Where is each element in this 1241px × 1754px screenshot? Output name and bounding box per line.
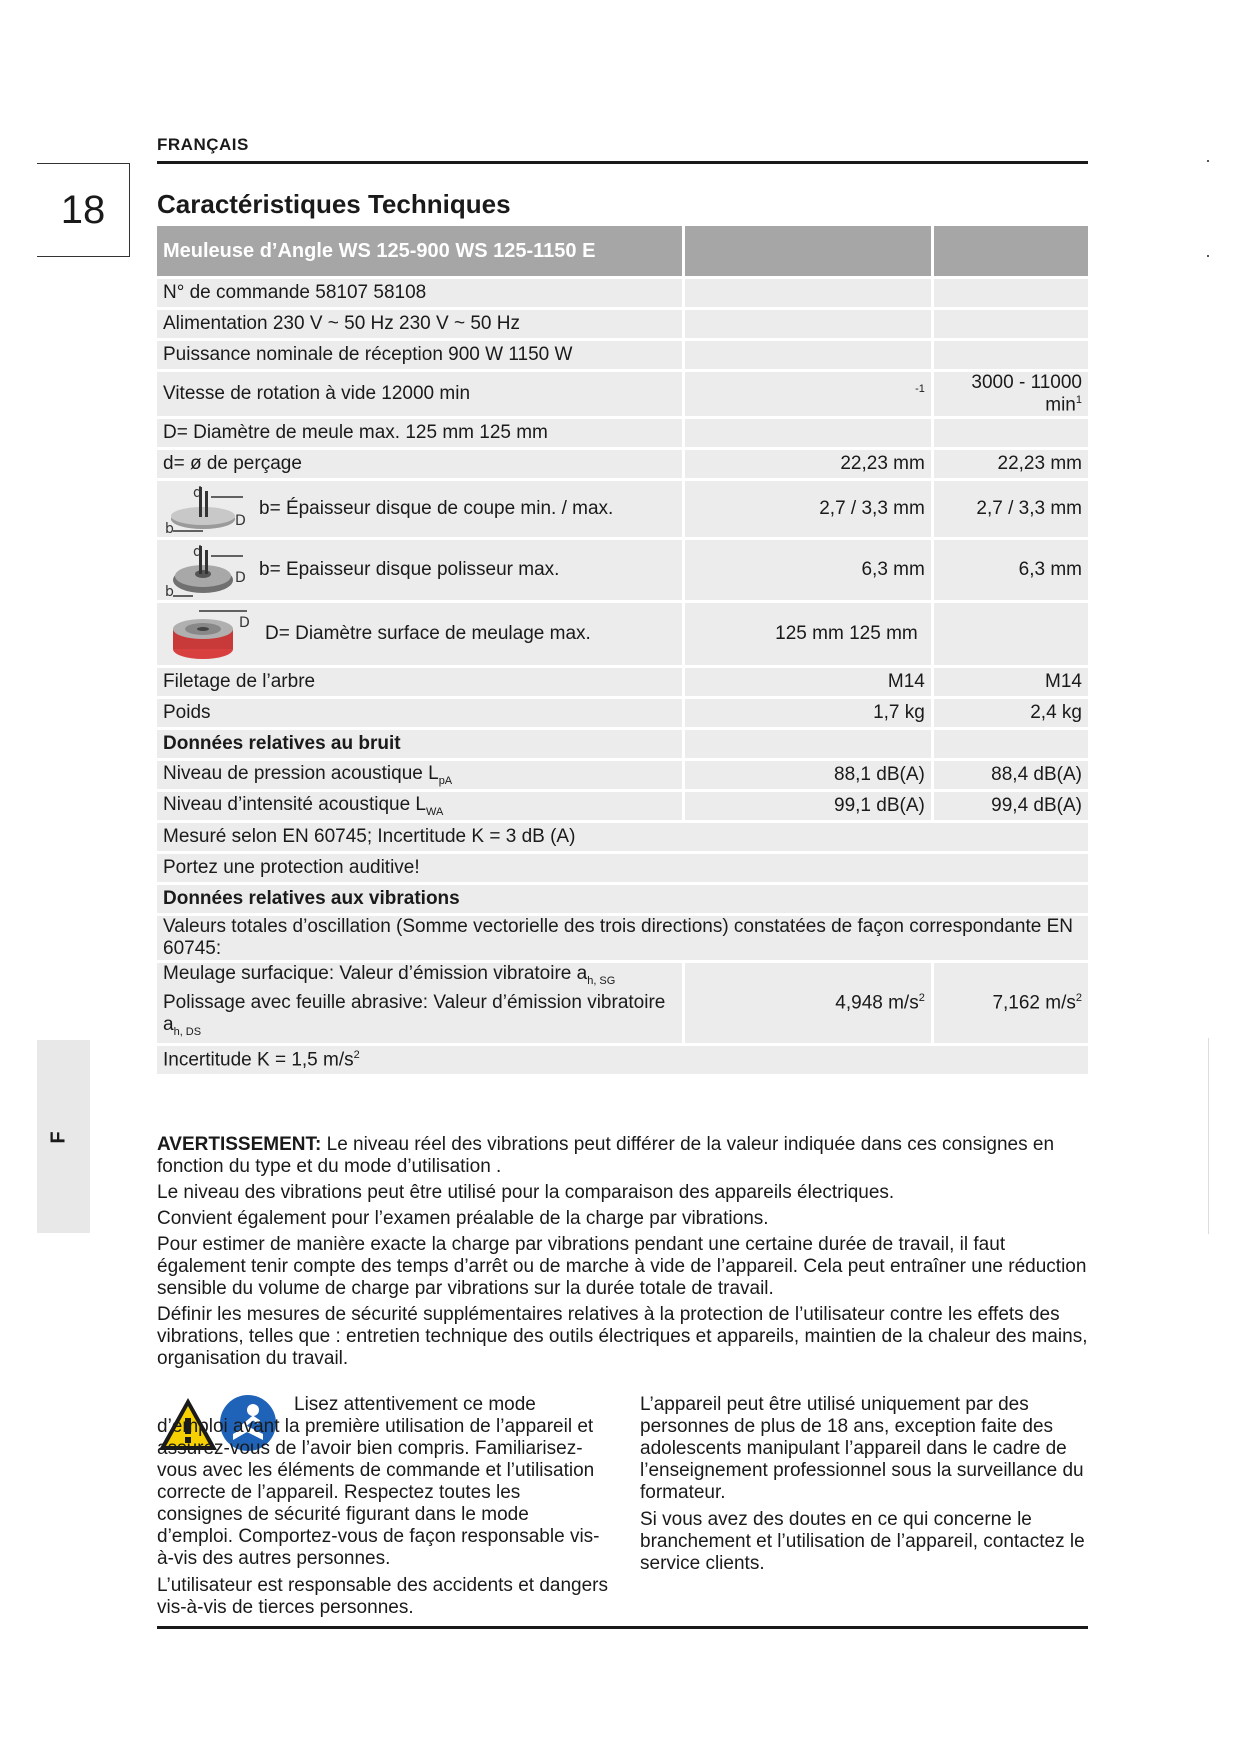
svg-text:d: d [193,544,202,561]
instructions-left-column: Lisez attentivement ce mode d’emploi avant la première utilisation de l’appareil et assurez-vous de l’avoir bien compris. Familiarisez-vous avec les éléments de commande et l’utilisation correcte de l’appareil. Respectez toutes les consignes de sécurité figurant dans le mode d’emploi. Comportez-vous de façon responsable vis-à-vis des autres personnes. L’utilisateur est responsable des accidents et dangers vis-à-vis de tierces personnes. [157,1394,608,1618]
polishing-disc-icon [163,540,249,600]
table-row: Puissance nominale de réception 900 W 1150 W [157,341,1088,372]
table-row: Mesuré selon EN 60745; Incertitude K = 3 dB (A) [157,823,1088,854]
svg-text:b: b [165,521,174,538]
table-row: N° de commande 58107 58108 [157,279,1088,310]
table-row: d= ø de perçage 22,23 mm 22,23 mm [157,450,1088,481]
svg-text:d: d [193,485,202,502]
specs-table [157,226,1088,1077]
table-row: Niveau d’intensité acoustique $L_{WA}$ 99,1 dB(A) 99,4 dB(A) [157,792,1088,823]
table-row: d D b b= Epaisseur disque polisseur max. 6,3 mm 6,3 mm [157,540,1088,603]
bottom-rule [157,1626,1088,1629]
edge-mark [1207,255,1209,257]
table-row: Poids 1,7 kg 2,4 kg [157,699,1088,730]
grinding-surface-icon [163,603,255,665]
svg-text:b: b [165,584,174,601]
table-row: Niveau de pression acoustique $L_{pA}$ 88,1 dB(A) 88,4 dB(A) [157,761,1088,792]
language-label: FRANÇAIS [157,135,249,154]
table-row: D= Diamètre de meule max. 125 mm 125 mm [157,419,1088,450]
page-number-box [37,163,130,257]
table-row: d D b b= Épaisseur disque de coupe min. / max. 2,7 / 3,3 mm 2,7 / 3,3 mm [157,481,1088,540]
table-row: Données relatives aux vibrations [157,885,1088,916]
language-side-tab [37,1040,90,1233]
table-row: Incertitude K = 1,5 $m/s^2$ [157,1046,1088,1077]
table-header: Meuleuse d’Angle WS 125-900 WS 125-1150 E [157,226,682,279]
table-row: Portez une protection auditive! [157,854,1088,885]
page-title: Caractéristiques Techniques [157,189,511,219]
table-row: Valeurs totales d’oscillation (Somme vectorielle des trois directions) constatées de façon correspondante EN 60745: [157,916,1088,963]
table-row: Alimentation 230 V ~ 50 Hz 230 V ~ 50 Hz [157,310,1088,341]
table-row: D D= Diamètre surface de meulage max. 125 mm 125 mm [157,603,1088,668]
svg-text:D: D [235,513,246,530]
edge-mark [1207,160,1209,162]
table-header-row [157,226,1088,279]
table-row: Vitesse de rotation à vide 12000 min $^{-1}$ 3000 - 11000 $\min^1$ [157,372,1088,419]
svg-text:D: D [235,570,246,587]
table-row: Données relatives au bruit [157,730,1088,761]
table-row: Meulage surfacique: Valeur d’émission vibratoire $a_{h, SG}$ Polissage avec feuille abrasive: Valeur d’émission vibratoire $a_{h, DS}$ 4,948 $m/s^2$ 7,162 $m/s^2$ [157,963,1088,1046]
instructions-right-column: L’appareil peut être utilisé uniquement par des personnes de plus de 18 ans, exception faite des adolescents manipulant l’appareil dans le cadre de l’enseignement professionnel sous la surveillance du formateur. Si vous avez des doutes en ce qui concerne le branchement et l’utilisation de l’appareil, contactez le service clients. [640,1394,1085,1574]
svg-text:D: D [239,615,250,632]
top-rule [157,161,1088,164]
edge-line [1208,1038,1209,1234]
page-number: 18 [60,188,106,232]
table-row: Filetage de l’arbre M14 M14 [157,668,1088,699]
cutting-disc-icon [163,481,249,537]
side-tab-label: F [47,1131,70,1144]
warning-lead: AVERTISSEMENT: [157,1134,322,1155]
vibration-warning: AVERTISSEMENT: Le niveau réel des vibrations peut différer de la valeur indiquée dans ces consignes en fonction du type et du mode d’utilisation . Le niveau des vibrations peut être utilisé pour la comparaison des appareils électriques. Convient également pour l’examen préalable de la charge par vibrations. Pour estimer de manière exacte la charge par vibrations pendant une certaine durée de travail, il faut également tenir compte des temps d’arrêt ou de marche à vide de l’appareil. Cela peut entraîner une réduction sensible du volume de charge par vibrations sur la durée totale de travail. Définir les mesures de sécurité supplémentaires relatives à la protection de l’utilisateur contre les effets des vibrations, telles que : entretien technique des outils électriques et appareils, maintien de la chaleur des mains, organisation du travail. [157,1134,1088,1369]
